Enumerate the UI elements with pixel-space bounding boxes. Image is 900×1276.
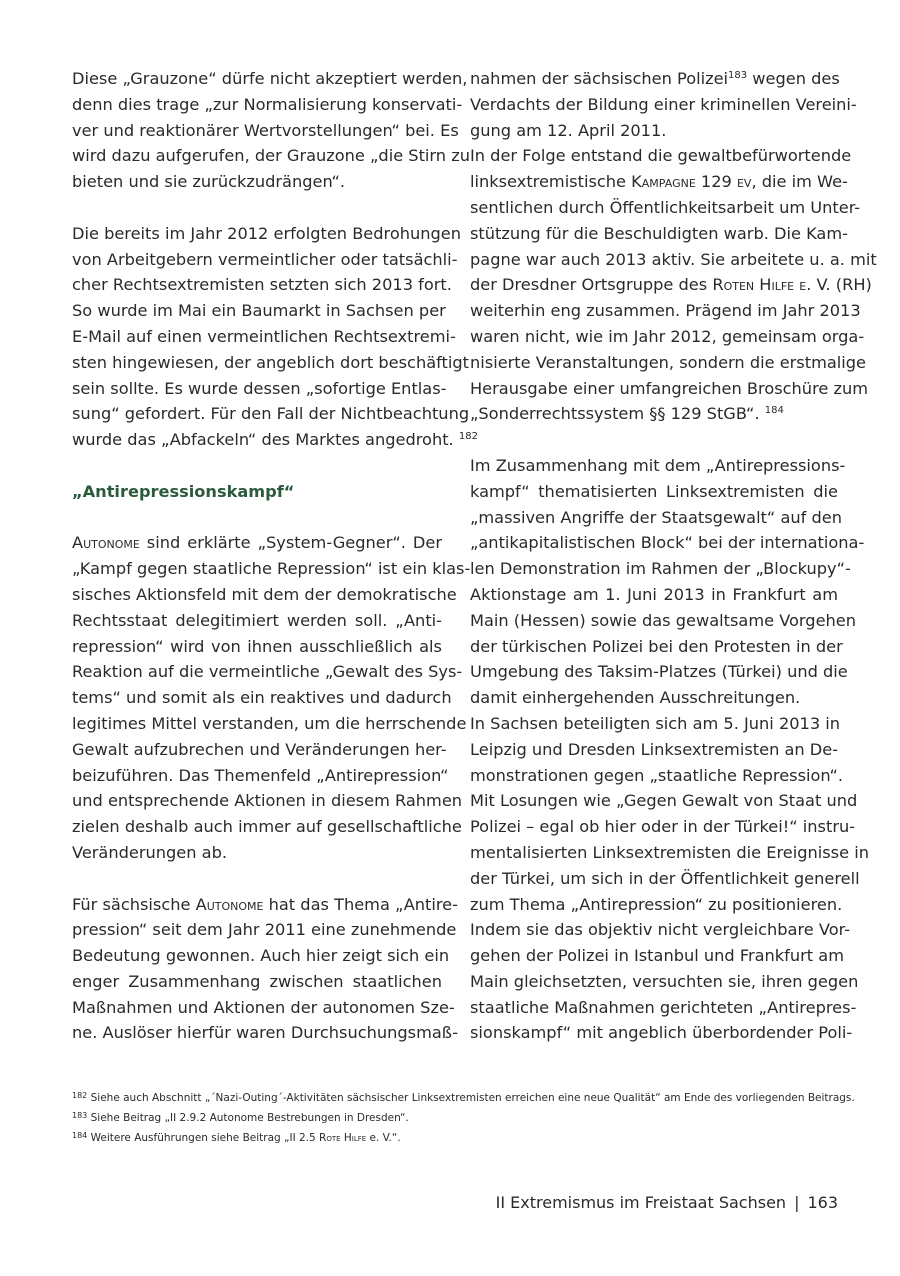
term-rote-hilfe: Rote Hilfe <box>319 1132 367 1144</box>
text-line: legitimes Mittel verstanden, um die herrschende <box>72 713 467 733</box>
paragraph-saechsische-autonome <box>72 892 459 1047</box>
paragraph-autonome <box>72 530 471 865</box>
text-line: denn dies trage „zur Normalisierung konservati- <box>72 94 463 114</box>
text-line: In Sachsen beteiligten sich am 5. Juni 2013 in <box>470 713 841 733</box>
text-run: Für sächsische <box>72 894 196 914</box>
text-line: In der Folge entstand die gewaltbefürwortende <box>470 146 852 166</box>
footnote-182 <box>72 1088 855 1108</box>
footnotes <box>72 1088 855 1148</box>
text-line: ver und reaktionärer Wertvorstellungen“ bei. Es <box>72 120 459 140</box>
footnote-text: Siehe Beitrag „II 2.9.2 Autonome Bestrebungen in Dresden“. <box>87 1112 409 1124</box>
text-line: gung am 12. April 2011. <box>470 120 667 140</box>
text-line: E-Mail auf einen vermeintlichen Rechtsextremi- <box>72 326 456 346</box>
footnote-ref-184[interactable]: 184 <box>764 405 784 417</box>
text-line: sten hingewiesen, der angeblich dort beschäftigt <box>72 352 470 372</box>
text-line: cher Rechtsextremisten setzten sich 2013 fort. <box>72 275 452 295</box>
section-heading: „Antirepressionskampf“ <box>72 481 295 501</box>
text-line: kampf“ thematisierten Linksextremisten die <box>470 481 838 501</box>
text-line: Rechtsstaat delegitimiert werden soll. „Anti- <box>72 610 442 630</box>
text-line: Herausgabe einer umfangreichen Broschüre zum <box>470 378 868 398</box>
text-line: waren nicht, wie im Jahr 2012, gemeinsam orga- <box>470 326 865 346</box>
text-line: zielen deshalb auch immer auf gesellschaftliche <box>72 817 462 837</box>
running-section-title: II Extremismus im Freistaat Sachsen <box>495 1193 787 1212</box>
text-line: Im Zusammenhang mit dem „Antirepressions- <box>470 455 846 475</box>
text-line: Leipzig und Dresden Linksextremisten an De- <box>470 739 839 759</box>
text-line: Umgebung des Taksim-Platzes (Türkei) und die <box>470 662 848 682</box>
text-line: Die bereits im Jahr 2012 erfolgten Bedrohungen <box>72 223 462 243</box>
text-run: nahmen der sächsischen Polizei <box>470 69 729 88</box>
text-line: nisierte Veranstaltungen, sondern die erstmalige <box>470 352 867 372</box>
text-line: len Demonstration im Rahmen der „Blockupy“- <box>470 559 851 579</box>
text-line <box>72 892 458 918</box>
text-line: monstrationen gegen „staatliche Repression“. <box>470 765 844 785</box>
text-line: Verdachts der Bildung einer kriminellen Vereini- <box>470 94 857 114</box>
page-footer <box>496 1193 838 1212</box>
text-line: Main (Hessen) sowie das gewaltsame Vorgehen <box>470 610 857 630</box>
page-number: 163 <box>807 1193 838 1212</box>
text-line: der Türkei, um sich in der Öffentlichkeit generell <box>470 868 860 888</box>
text-run: der Dresdner Ortsgruppe des <box>470 275 713 295</box>
text-line: der türkischen Polizei bei den Protesten in der <box>470 636 843 656</box>
text-line: gehen der Polizei in Istanbul und Frankfurt am <box>470 946 844 966</box>
text-run: linksextremistische <box>470 172 632 192</box>
text-line: Main gleichsetzten, versuchten sie, ihren gegen <box>470 971 859 991</box>
text-line: von Arbeitgebern vermeintlicher oder tatsächli- <box>72 249 458 269</box>
text-line: Polizei – egal ob hier oder in der Türkei!“ instru- <box>470 817 856 837</box>
right-column <box>470 66 877 1046</box>
text-line <box>72 427 478 453</box>
text-line: Veränderungen ab. <box>72 842 227 862</box>
footnote-number: 183 <box>72 1111 88 1120</box>
text-line: sisches Aktionsfeld mit dem der demokratische <box>72 584 457 604</box>
text-line: tems“ und somit als ein reaktives und dadurch <box>72 688 452 708</box>
text-run: hat das Thema „Antire- <box>263 894 458 914</box>
text-line: Gewalt aufzubrechen und Veränderungen her- <box>72 739 447 759</box>
text-line: „antikapitalistischen Block“ bei der internationa- <box>470 533 865 553</box>
text-line: Maßnahmen und Aktionen der autonomen Sze- <box>72 997 455 1017</box>
term-autonome: Autonome <box>195 894 264 914</box>
text-line <box>72 530 442 556</box>
text-line: bieten und sie zurückzudrängen“. <box>72 172 346 192</box>
text-line: wird dazu aufgerufen, der Grauzone „die Stirn zu <box>72 146 470 166</box>
term-kampagne-129ev: Kampagne 129 ev <box>631 172 752 192</box>
footnote-184 <box>72 1128 832 1148</box>
footnote-ref-183[interactable]: 183 <box>728 70 748 81</box>
left-column <box>72 66 478 1046</box>
text-line: Bedeutung gewonnen. Auch hier zeigt sich ein <box>72 946 450 966</box>
footer-separator: | <box>794 1193 800 1212</box>
text-line: Aktionstage am 1. Juni 2013 in Frankfurt am <box>470 584 838 604</box>
text-line: weiterhin eng zusammen. Prägend im Jahr 2013 <box>470 301 861 321</box>
text-line: ne. Auslöser hierfür waren Durchsuchungsmaß- <box>72 1023 459 1043</box>
text-line: sung“ gefordert. Für den Fall der Nichtbeachtung <box>72 404 470 424</box>
paragraph-grauzone <box>72 66 470 195</box>
text-line: Mit Losungen wie „Gegen Gewalt von Staat und <box>470 791 858 811</box>
text-line: So wurde im Mai ein Baumarkt in Sachsen per <box>72 301 446 321</box>
text-line: repression“ wird von ihnen ausschließlich als <box>72 636 442 656</box>
text-line: sionskampf“ mit angeblich überbordender Poli- <box>470 1023 853 1043</box>
paragraph-durchsuchung <box>470 66 877 427</box>
text-line: stützung für die Beschuldigten warb. Die Kam- <box>470 223 848 243</box>
text-run: sind erklärte „System-Gegner“. Der <box>139 533 442 553</box>
text-line: pagne war auch 2013 aktiv. Sie arbeitete u. a. mit <box>470 249 877 269</box>
paragraph-blockupy <box>470 453 869 1046</box>
text-line: und entsprechende Aktionen in diesem Rahmen <box>72 791 463 811</box>
footnote-ref-182[interactable]: 182 <box>458 431 478 443</box>
footnote-number: 182 <box>72 1091 88 1100</box>
footnote-text: Weitere Ausführungen siehe Beitrag „II 2.5 <box>87 1132 320 1144</box>
text-line <box>470 272 872 298</box>
text-line: „massiven Angriffe der Staatsgewalt“ auf den <box>470 507 842 527</box>
term-rote-hilfe: Roten Hilfe e. <box>712 275 812 295</box>
text-line: staatliche Maßnahmen gerichteten „Antirepres- <box>470 997 857 1017</box>
footnote-text: Siehe auch Abschnitt „´Nazi-Outing´-Aktivitäten sächsischer Linksextremisten erreichen eine neue Qualität“ am Ende des vorliegenden Beitrags. <box>87 1092 855 1104</box>
text-line <box>470 66 838 92</box>
paragraph-bedrohungen <box>72 221 478 453</box>
text-line: sentlichen durch Öffentlichkeitsarbeit um Unter- <box>470 197 861 217</box>
text-run: V. (RH) <box>811 275 872 295</box>
footnote-183 <box>72 1108 832 1128</box>
text-line: mentalisierten Linksextremisten die Ereignisse in <box>470 842 869 862</box>
text-line: damit einhergehenden Ausschreitungen. <box>470 688 801 708</box>
term-autonome: Autonome <box>72 533 140 553</box>
text-line <box>470 169 848 195</box>
text-run: , die im We- <box>751 172 848 192</box>
text-run: wegen des <box>747 69 840 88</box>
text-line <box>470 401 838 427</box>
text-run: wurde das „Abfackeln“ des Marktes angedroht. <box>72 430 454 450</box>
footnote-number: 184 <box>72 1131 88 1140</box>
text-line: beizuführen. Das Themenfeld „Antirepression“ <box>72 765 449 785</box>
text-line: „Kampf gegen staatliche Repression“ ist ein klas- <box>72 559 471 579</box>
text-run: „Sonderrechtssystem §§ 129 StGB“. <box>470 404 760 424</box>
text-line: Indem sie das objektiv nicht vergleichbare Vor- <box>470 920 851 940</box>
footnote-text: e. V.“. <box>366 1132 401 1144</box>
text-line: pression“ seit dem Jahr 2011 eine zunehmende <box>72 920 457 940</box>
text-line: Reaktion auf die vermeintliche „Gewalt des Sys- <box>72 662 463 682</box>
text-line: zum Thema „Antirepression“ zu positionieren. <box>470 894 843 914</box>
text-line: enger Zusammenhang zwischen staatlichen <box>72 971 442 991</box>
text-line: sein sollte. Es wurde dessen „sofortige Entlas- <box>72 378 447 398</box>
text-line: Diese „Grauzone“ dürfe nicht akzeptiert werden, <box>72 69 468 88</box>
